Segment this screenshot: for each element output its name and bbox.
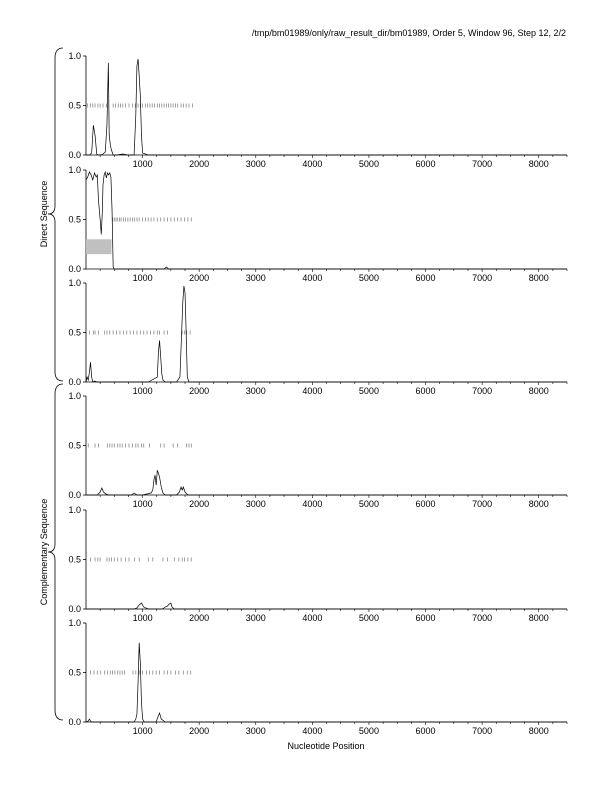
x-tick-label: 1000: [132, 273, 153, 283]
x-tick-label: 1000: [132, 159, 153, 169]
panel-3: [68, 278, 567, 396]
x-tick-label: 6000: [415, 499, 436, 509]
x-tick-label: 5000: [358, 499, 379, 509]
y-tick-label: 0.5: [68, 667, 81, 678]
x-tick-label: 7000: [472, 159, 493, 169]
x-tick-label: 7000: [472, 726, 493, 736]
x-tick-label: 8000: [528, 386, 549, 396]
x-tick-label: 2000: [189, 499, 210, 509]
x-tick-label: 4000: [302, 159, 323, 169]
series-line: [86, 603, 567, 609]
panel-5: [68, 505, 567, 623]
y-tick-label: 0.5: [68, 100, 81, 111]
x-tick-label: 4000: [302, 726, 323, 736]
panel-4: [68, 391, 567, 509]
x-tick-label: 3000: [245, 386, 266, 396]
header-text: /tmp/bm01989/only/raw_result_dir/bm01989, Order 5, Window 96, Step 12, 2/2: [251, 28, 566, 38]
x-tick-label: 2000: [189, 613, 210, 623]
window-tick-marks: [88, 444, 191, 448]
y-tick-label: 1.0: [68, 278, 81, 288]
x-tick-label: 4000: [302, 613, 323, 623]
x-tick-label: 1000: [132, 386, 153, 396]
panel-2: [68, 165, 567, 283]
x-tick-label: 3000: [245, 726, 266, 736]
group-label-direct: Direct Sequence: [39, 180, 49, 248]
x-tick-label: 2000: [189, 159, 210, 169]
window-tick-marks: [91, 558, 192, 562]
window-tick-marks: [113, 218, 192, 222]
y-tick-label: 0.0: [68, 264, 81, 274]
x-tick-label: 8000: [528, 159, 549, 169]
y-tick-label: 0.5: [68, 554, 81, 565]
x-tick-label: 6000: [415, 386, 436, 396]
y-tick-label: 1.0: [68, 505, 81, 515]
x-tick-label: 5000: [358, 273, 379, 283]
x-tick-label: 4000: [302, 386, 323, 396]
series-line: [86, 470, 567, 495]
x-tick-label: 5000: [358, 726, 379, 736]
x-tick-label: 3000: [245, 613, 266, 623]
x-tick-label: 6000: [415, 726, 436, 736]
y-tick-label: 0.0: [68, 717, 81, 727]
x-tick-label: 8000: [528, 499, 549, 509]
brace-complementary: [48, 384, 63, 720]
panels: [68, 51, 567, 736]
y-tick-label: 0.0: [68, 377, 81, 387]
y-tick-label: 0.5: [68, 440, 81, 451]
x-tick-label: 1000: [132, 499, 153, 509]
panel-6: [68, 618, 567, 736]
x-tick-label: 5000: [358, 159, 379, 169]
x-tick-label: 3000: [245, 499, 266, 509]
y-tick-label: 1.0: [68, 165, 81, 175]
window-tick-marks: [89, 331, 190, 335]
x-tick-label: 2000: [189, 726, 210, 736]
x-tick-label: 6000: [415, 613, 436, 623]
group-label-complementary: Complementary Sequence: [39, 498, 49, 606]
x-tick-label: 7000: [472, 273, 493, 283]
x-tick-label: 1000: [132, 726, 153, 736]
brace-direct: [48, 48, 63, 381]
x-tick-label: 4000: [302, 273, 323, 283]
x-tick-label: 4000: [302, 499, 323, 509]
series-line: [86, 286, 567, 382]
x-tick-label: 6000: [415, 273, 436, 283]
x-axis-label: Nucleotide Position: [287, 741, 365, 751]
x-tick-label: 5000: [358, 386, 379, 396]
x-tick-label: 2000: [189, 386, 210, 396]
series-line: [86, 643, 567, 722]
x-tick-label: 8000: [528, 273, 549, 283]
x-tick-label: 7000: [472, 499, 493, 509]
y-tick-label: 0.0: [68, 490, 81, 500]
y-tick-label: 0.0: [68, 604, 81, 614]
y-tick-label: 1.0: [68, 391, 81, 401]
x-tick-label: 8000: [528, 613, 549, 623]
x-tick-label: 5000: [358, 613, 379, 623]
y-tick-label: 0.0: [68, 150, 81, 160]
y-tick-label: 1.0: [68, 618, 81, 628]
series-line: [86, 172, 567, 269]
x-tick-label: 2000: [189, 273, 210, 283]
highlight-region: [86, 239, 111, 254]
x-tick-label: 1000: [132, 613, 153, 623]
y-tick-label: 0.5: [68, 214, 81, 225]
x-tick-label: 8000: [528, 726, 549, 736]
series-line: [86, 59, 567, 155]
x-tick-label: 3000: [245, 159, 266, 169]
y-tick-label: 1.0: [68, 51, 81, 61]
x-tick-label: 7000: [472, 613, 493, 623]
panel-1: [68, 51, 567, 169]
x-tick-label: 6000: [415, 159, 436, 169]
y-tick-label: 0.5: [68, 327, 81, 338]
x-tick-label: 3000: [245, 273, 266, 283]
x-tick-label: 7000: [472, 386, 493, 396]
window-tick-marks: [88, 104, 193, 108]
